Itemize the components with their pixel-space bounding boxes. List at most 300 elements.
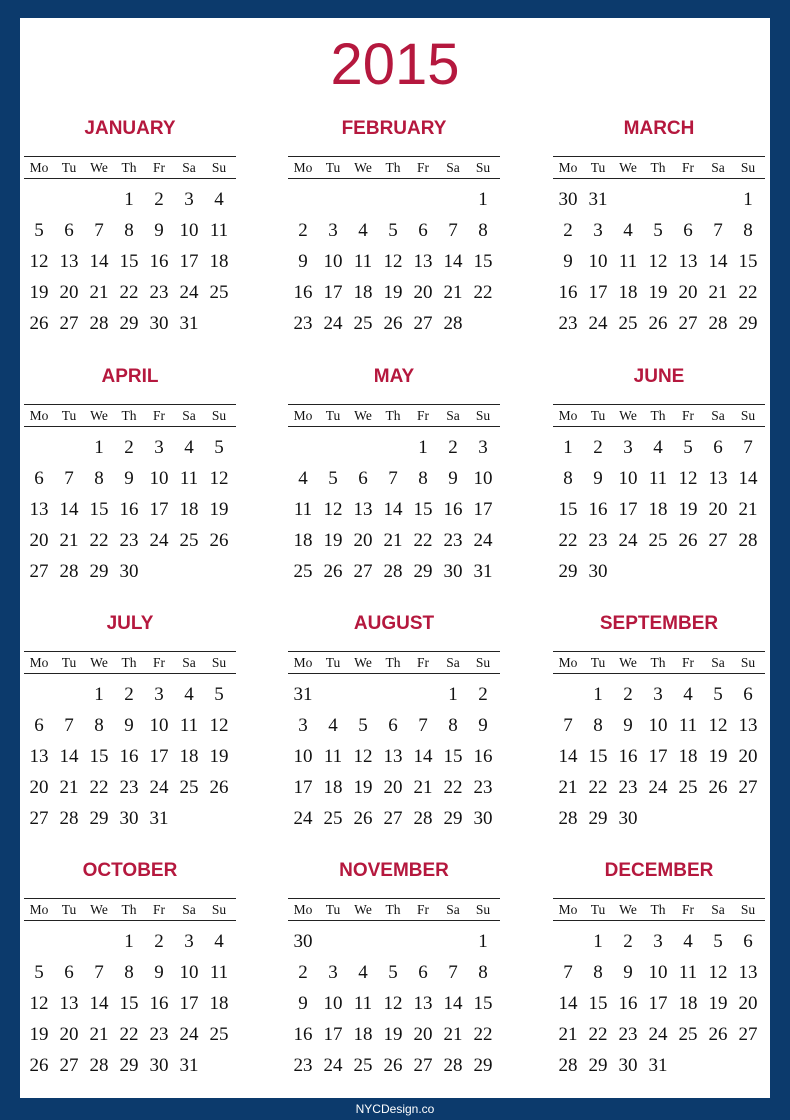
day-cell: 1: [478, 931, 488, 952]
day-cell: 25: [209, 1024, 229, 1045]
day-cell: 12: [353, 746, 373, 767]
weekday-label: Sa: [711, 902, 725, 917]
day-cell: 12: [209, 468, 229, 489]
day-cell: 18: [353, 282, 373, 303]
weekday-label: Sa: [711, 655, 725, 670]
day-cell: 7: [388, 468, 398, 489]
weekday-label: Tu: [590, 160, 606, 175]
day-cell: 4: [214, 189, 224, 210]
day-cell: 12: [678, 468, 698, 489]
day-cell: 20: [353, 530, 373, 551]
weekday-label: Tu: [590, 902, 606, 917]
day-cell: 13: [738, 715, 758, 736]
day-cell: 5: [388, 962, 398, 983]
day-cell: 12: [648, 251, 668, 272]
day-cell: 20: [413, 1024, 433, 1045]
day-cell: [408, 926, 438, 957]
day-cell: 24: [179, 1024, 199, 1045]
weekday-label: Th: [121, 408, 137, 423]
weekday-label: Th: [650, 408, 666, 423]
day-cell: [348, 432, 378, 463]
day-cell: 9: [623, 715, 633, 736]
day-cell: 8: [94, 715, 104, 736]
day-cell: 24: [648, 777, 668, 798]
day-cell: 19: [353, 777, 373, 798]
day-cell: [378, 926, 408, 957]
day-cell: 8: [593, 962, 603, 983]
day-cell: [438, 926, 468, 957]
day-cell: 24: [618, 530, 638, 551]
day-cell: [613, 184, 643, 215]
day-cell: 14: [413, 746, 433, 767]
day-cell: 17: [323, 282, 343, 303]
day-cell: 12: [708, 962, 728, 983]
weekday-label: Fr: [152, 655, 165, 670]
weekday-label: Mo: [29, 408, 49, 423]
month-name: MAY: [373, 366, 415, 387]
day-cell: 30: [119, 561, 139, 582]
day-cell: 8: [593, 715, 603, 736]
day-cell: 4: [328, 715, 338, 736]
day-cell: 10: [323, 993, 343, 1014]
day-cell: 12: [383, 993, 403, 1014]
weekday-label: Mo: [558, 408, 578, 423]
weekday-label: Sa: [182, 902, 196, 917]
day-cell: 8: [124, 962, 134, 983]
day-cell: 15: [443, 746, 463, 767]
day-cell: [673, 184, 703, 215]
weekday-label: Mo: [29, 655, 49, 670]
day-cell: 9: [154, 962, 164, 983]
day-cell: 18: [179, 746, 199, 767]
weekday-label: We: [619, 902, 637, 917]
day-cell: 21: [558, 1024, 578, 1045]
day-cell: 3: [623, 437, 633, 458]
day-cell: 28: [413, 808, 433, 829]
day-cell: 11: [618, 251, 638, 272]
day-cell: 10: [618, 468, 638, 489]
day-cell: 1: [124, 189, 134, 210]
day-cell: 25: [353, 313, 373, 334]
weekday-label: Sa: [711, 160, 725, 175]
day-cell: 10: [293, 746, 313, 767]
day-cell: 21: [558, 777, 578, 798]
weekday-label: Th: [121, 655, 137, 670]
day-cell: 8: [478, 962, 488, 983]
weekday-header: [288, 651, 500, 674]
day-cell: 15: [413, 499, 433, 520]
day-cell: 23: [618, 1024, 638, 1045]
day-cell: 6: [743, 684, 753, 705]
day-cell: 27: [59, 313, 79, 334]
day-cell: 3: [328, 220, 338, 241]
day-cell: 16: [588, 499, 608, 520]
weekday-label: Th: [121, 160, 137, 175]
day-cell: 23: [293, 313, 313, 334]
day-cell: 5: [358, 715, 368, 736]
day-cell: 8: [94, 468, 104, 489]
day-cell: 27: [353, 561, 373, 582]
day-cell: 31: [149, 808, 169, 829]
weekday-label: We: [90, 408, 108, 423]
day-cell: 31: [648, 1055, 668, 1076]
day-cell: 22: [89, 530, 109, 551]
day-cell: 4: [184, 684, 194, 705]
day-cell: 24: [473, 530, 493, 551]
day-cell: 28: [59, 808, 79, 829]
weekday-label: Th: [650, 655, 666, 670]
day-cell: 5: [683, 437, 693, 458]
day-cell: 19: [209, 746, 229, 767]
day-cell: 13: [678, 251, 698, 272]
day-cell: 16: [558, 282, 578, 303]
weekday-label: Su: [740, 160, 756, 175]
weekday-label: Tu: [61, 902, 77, 917]
day-cell: 7: [743, 437, 753, 458]
day-cell: 17: [293, 777, 313, 798]
day-cell: 20: [738, 993, 758, 1014]
day-cell: 4: [358, 962, 368, 983]
day-cell: 6: [358, 468, 368, 489]
day-cell: 23: [588, 530, 608, 551]
weekday-label: Tu: [325, 902, 341, 917]
day-cell: 16: [119, 746, 139, 767]
day-cell: 20: [29, 530, 49, 551]
day-cell: 19: [383, 282, 403, 303]
day-cell: 4: [623, 220, 633, 241]
weekday-label: We: [354, 655, 372, 670]
day-cell: 10: [179, 220, 199, 241]
day-cell: 11: [209, 220, 229, 241]
weekday-label: Fr: [416, 902, 429, 917]
day-cell: 28: [443, 313, 463, 334]
weekday-label: Tu: [325, 655, 341, 670]
weekday-label: We: [619, 160, 637, 175]
day-cell: 19: [383, 1024, 403, 1045]
day-cell: 29: [89, 561, 109, 582]
weekday-label: Sa: [182, 160, 196, 175]
weekday-label: We: [619, 655, 637, 670]
day-cell: 17: [648, 746, 668, 767]
day-cell: 6: [713, 437, 723, 458]
day-cell: 3: [184, 931, 194, 952]
day-cell: 27: [738, 777, 758, 798]
day-cell: 11: [353, 993, 373, 1014]
day-cell: 25: [678, 1024, 698, 1045]
day-cell: 28: [708, 313, 728, 334]
day-cell: [348, 184, 378, 215]
day-cell: 23: [119, 530, 139, 551]
weekday-label: Sa: [182, 655, 196, 670]
day-cell: 15: [738, 251, 758, 272]
day-cell: [408, 679, 438, 710]
day-cell: 11: [353, 251, 373, 272]
day-cell: 23: [618, 777, 638, 798]
month-name: MARCH: [623, 118, 695, 139]
day-cell: 26: [209, 530, 229, 551]
day-cell: 27: [29, 808, 49, 829]
day-cell: 20: [59, 282, 79, 303]
day-cell: 30: [149, 313, 169, 334]
day-grid: [24, 926, 236, 1081]
day-cell: [348, 679, 378, 710]
weekday-label: Su: [475, 655, 491, 670]
day-cell: 1: [593, 684, 603, 705]
weekday-header: [24, 156, 236, 179]
day-cell: 28: [738, 530, 758, 551]
day-cell: 17: [179, 993, 199, 1014]
weekday-label: We: [354, 902, 372, 917]
day-grid: [288, 679, 500, 834]
day-cell: 4: [683, 931, 693, 952]
weekday-label: Sa: [711, 408, 725, 423]
day-cell: 5: [328, 468, 338, 489]
day-grid: [553, 926, 765, 1081]
weekday-label: Mo: [293, 160, 313, 175]
weekday-label: Sa: [446, 160, 460, 175]
weekday-label: Th: [385, 160, 401, 175]
year-title: 2015: [330, 32, 460, 97]
weekday-label: Mo: [29, 902, 49, 917]
weekday-label: Su: [740, 902, 756, 917]
day-cell: 26: [29, 1055, 49, 1076]
day-cell: 2: [593, 437, 603, 458]
day-cell: 16: [149, 251, 169, 272]
weekday-label: Fr: [681, 655, 694, 670]
day-cell: 19: [708, 746, 728, 767]
day-cell: 9: [448, 468, 458, 489]
day-cell: 20: [738, 746, 758, 767]
day-cell: 28: [383, 561, 403, 582]
day-cell: 22: [443, 777, 463, 798]
weekday-label: Fr: [681, 160, 694, 175]
day-cell: [24, 432, 54, 463]
day-cell: 3: [478, 437, 488, 458]
day-cell: 30: [588, 561, 608, 582]
day-cell: 12: [209, 715, 229, 736]
day-cell: 31: [293, 684, 313, 705]
day-cell: 6: [683, 220, 693, 241]
day-cell: 19: [648, 282, 668, 303]
day-cell: 27: [708, 530, 728, 551]
day-cell: 6: [64, 220, 74, 241]
day-cell: 9: [593, 468, 603, 489]
day-cell: 1: [124, 931, 134, 952]
day-cell: 30: [149, 1055, 169, 1076]
day-cell: 8: [563, 468, 573, 489]
day-cell: 16: [293, 282, 313, 303]
day-cell: 31: [473, 561, 493, 582]
weekday-header: [553, 156, 765, 179]
day-cell: 13: [383, 746, 403, 767]
day-cell: 8: [418, 468, 428, 489]
weekday-label: Sa: [446, 408, 460, 423]
weekday-header: [553, 404, 765, 427]
day-cell: 25: [618, 313, 638, 334]
day-cell: 27: [29, 561, 49, 582]
day-cell: 16: [618, 993, 638, 1014]
weekday-label: We: [90, 902, 108, 917]
weekday-label: Th: [650, 902, 666, 917]
day-cell: [378, 184, 408, 215]
weekday-label: We: [354, 408, 372, 423]
weekday-label: Th: [385, 902, 401, 917]
day-cell: 18: [678, 993, 698, 1014]
day-cell: 29: [89, 808, 109, 829]
day-cell: 14: [89, 993, 109, 1014]
day-cell: 19: [708, 993, 728, 1014]
day-cell: [553, 679, 583, 710]
day-cell: 17: [588, 282, 608, 303]
day-cell: 26: [708, 777, 728, 798]
day-cell: 13: [29, 499, 49, 520]
day-cell: 22: [473, 282, 493, 303]
weekday-label: Tu: [61, 160, 77, 175]
day-cell: 10: [149, 468, 169, 489]
day-cell: 24: [149, 777, 169, 798]
day-cell: 15: [588, 746, 608, 767]
day-cell: 2: [298, 962, 308, 983]
day-cell: 27: [413, 313, 433, 334]
weekday-label: Sa: [446, 655, 460, 670]
day-cell: 3: [154, 684, 164, 705]
day-cell: 18: [209, 993, 229, 1014]
day-cell: 9: [154, 220, 164, 241]
day-cell: 1: [94, 684, 104, 705]
day-cell: 14: [383, 499, 403, 520]
day-cell: 28: [558, 1055, 578, 1076]
day-cell: 18: [179, 499, 199, 520]
day-cell: 18: [648, 499, 668, 520]
day-cell: 27: [383, 808, 403, 829]
day-cell: 15: [89, 499, 109, 520]
day-cell: [54, 184, 84, 215]
day-cell: 24: [179, 282, 199, 303]
day-cell: 2: [623, 684, 633, 705]
day-cell: 22: [558, 530, 578, 551]
day-cell: 24: [293, 808, 313, 829]
day-cell: 9: [478, 715, 488, 736]
day-cell: 25: [323, 808, 343, 829]
day-cell: 13: [29, 746, 49, 767]
day-cell: 2: [563, 220, 573, 241]
day-cell: 22: [738, 282, 758, 303]
weekday-label: Th: [121, 902, 137, 917]
day-cell: 6: [743, 931, 753, 952]
day-grid: [553, 184, 765, 339]
day-cell: 26: [209, 777, 229, 798]
month-name: JULY: [106, 613, 154, 634]
day-cell: 17: [149, 499, 169, 520]
day-grid: [24, 432, 236, 587]
day-cell: 24: [588, 313, 608, 334]
day-cell: 13: [353, 499, 373, 520]
day-cell: 7: [94, 962, 104, 983]
day-cell: 20: [678, 282, 698, 303]
day-cell: 18: [209, 251, 229, 272]
weekday-label: Fr: [681, 408, 694, 423]
day-cell: 1: [478, 189, 488, 210]
day-cell: 3: [298, 715, 308, 736]
weekday-header: [288, 898, 500, 921]
day-cell: 17: [179, 251, 199, 272]
day-cell: [643, 184, 673, 215]
weekday-label: Tu: [590, 655, 606, 670]
day-cell: 14: [59, 746, 79, 767]
day-cell: 7: [418, 715, 428, 736]
day-grid: [288, 926, 500, 1081]
day-cell: 31: [179, 313, 199, 334]
day-cell: 12: [383, 251, 403, 272]
day-cell: 14: [738, 468, 758, 489]
day-cell: 19: [209, 499, 229, 520]
day-cell: 29: [558, 561, 578, 582]
weekday-header: [288, 156, 500, 179]
day-cell: 11: [678, 962, 698, 983]
month-name: JUNE: [633, 366, 685, 387]
day-cell: 2: [154, 189, 164, 210]
day-cell: 2: [448, 437, 458, 458]
day-cell: 14: [59, 499, 79, 520]
day-cell: [703, 184, 733, 215]
day-grid: [288, 184, 500, 339]
day-cell: 26: [383, 313, 403, 334]
day-cell: 27: [678, 313, 698, 334]
day-cell: 20: [413, 282, 433, 303]
weekday-label: Th: [385, 408, 401, 423]
day-cell: [288, 432, 318, 463]
weekday-label: Su: [475, 160, 491, 175]
day-cell: 8: [478, 220, 488, 241]
day-cell: 11: [179, 715, 199, 736]
weekday-header: [553, 651, 765, 674]
day-cell: 1: [563, 437, 573, 458]
day-cell: 7: [713, 220, 723, 241]
weekday-label: We: [90, 655, 108, 670]
day-cell: 14: [558, 993, 578, 1014]
weekday-header: [24, 898, 236, 921]
day-cell: 26: [29, 313, 49, 334]
day-cell: 19: [323, 530, 343, 551]
day-cell: 6: [418, 962, 428, 983]
day-cell: 7: [64, 715, 74, 736]
day-cell: 10: [149, 715, 169, 736]
day-cell: 23: [558, 313, 578, 334]
day-cell: 21: [738, 499, 758, 520]
day-cell: 10: [323, 251, 343, 272]
day-cell: 21: [383, 530, 403, 551]
day-cell: 25: [209, 282, 229, 303]
day-cell: 28: [59, 561, 79, 582]
day-cell: 30: [558, 189, 578, 210]
day-cell: 18: [618, 282, 638, 303]
day-cell: 19: [678, 499, 698, 520]
day-cell: 14: [558, 746, 578, 767]
weekday-label: Su: [475, 902, 491, 917]
day-cell: 28: [558, 808, 578, 829]
day-cell: 29: [443, 808, 463, 829]
day-cell: 24: [323, 313, 343, 334]
weekday-header: [288, 404, 500, 427]
day-cell: 12: [29, 993, 49, 1014]
day-cell: 5: [713, 684, 723, 705]
day-cell: 21: [89, 1024, 109, 1045]
day-cell: 15: [89, 746, 109, 767]
day-cell: 13: [59, 993, 79, 1014]
day-cell: 22: [588, 777, 608, 798]
weekday-label: Fr: [152, 902, 165, 917]
weekday-header: [24, 404, 236, 427]
